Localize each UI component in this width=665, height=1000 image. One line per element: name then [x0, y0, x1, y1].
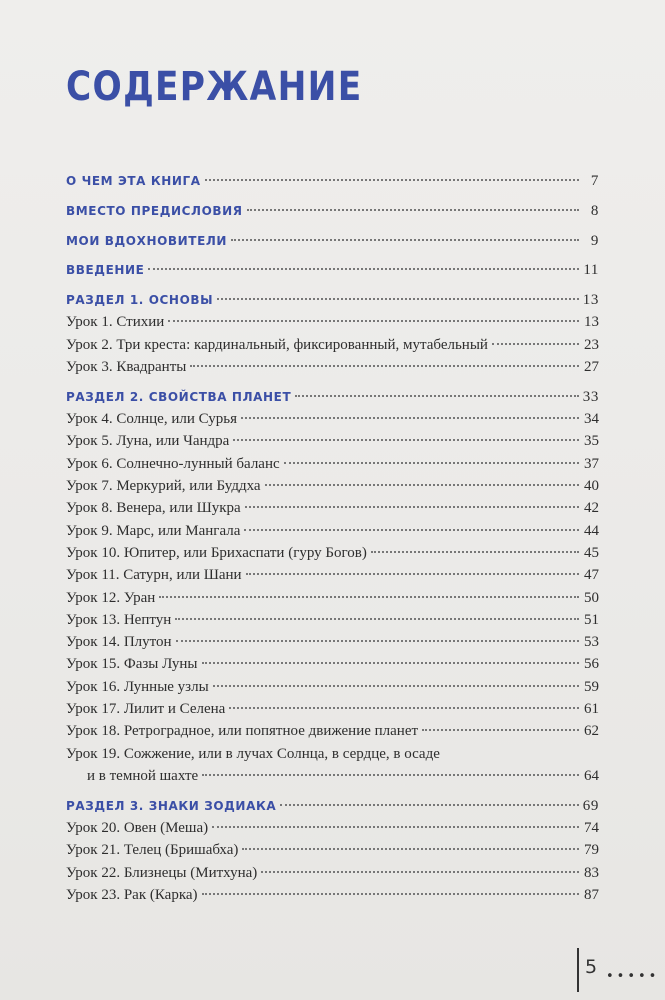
toc-entry-title: Урок 2. Три креста: кардинальный, фиксированный, мутабельный	[66, 336, 488, 353]
dot-leader	[168, 320, 579, 322]
toc-page-number: 53	[584, 634, 599, 651]
toc-lesson-entry	[66, 430, 599, 452]
page-title: СОДЕРЖАНИЕ	[66, 64, 363, 110]
toc-entry-title: Урок 3. Квадранты	[66, 359, 187, 376]
toc-lesson-entry	[66, 862, 599, 884]
dot-leader	[202, 662, 579, 664]
toc-page-number: 74	[584, 820, 599, 837]
dot-leader	[190, 365, 579, 367]
toc-page-number: 44	[584, 522, 599, 539]
dot-leader	[241, 417, 579, 419]
dot-leader	[233, 439, 579, 441]
toc-entry-title: Урок 16. Лунные узлы	[66, 678, 209, 695]
toc-page-number: 37	[584, 455, 599, 472]
toc-section-entry	[66, 386, 599, 408]
toc-page-number: 33	[582, 388, 599, 405]
toc-section-entry	[66, 289, 599, 311]
toc-page-number: 56	[584, 656, 599, 673]
dot-leader	[205, 179, 579, 181]
dot-leader	[159, 596, 579, 598]
toc-page-number: 61	[584, 701, 599, 718]
toc-entry-title: МОИ ВДОХНОВИТЕЛИ	[66, 233, 228, 248]
toc-lesson-entry	[66, 408, 599, 430]
toc-entry-title: РАЗДЕЛ 1. ОСНОВЫ	[66, 293, 214, 308]
dot-leader	[213, 685, 579, 687]
dot-leader	[265, 484, 579, 486]
toc-entry-title: ВВЕДЕНИЕ	[66, 263, 145, 278]
toc-page-number: 7	[590, 173, 599, 189]
toc-lesson-entry	[66, 720, 599, 742]
dot-leader	[212, 826, 579, 828]
toc-page-number: 23	[584, 336, 599, 353]
dot-leader	[284, 462, 579, 464]
toc-entry-title: РАЗДЕЛ 2. СВОЙСТВА ПЛАНЕТ	[66, 389, 292, 404]
toc-entry-title: Урок 22. Близнецы (Митхуна)	[66, 864, 258, 881]
toc-section-entry	[66, 170, 599, 192]
toc-section-entry	[66, 200, 599, 222]
toc-page-number: 87	[584, 886, 599, 903]
toc-lesson-entry	[66, 698, 599, 720]
toc-entry-title: Урок 19. Сожжение, или в лучах Солнца, в сердце, в осаде	[66, 745, 440, 762]
toc-entry-title: Урок 9. Марс, или Мангала	[66, 522, 241, 539]
toc-entry-title: Урок 10. Юпитер, или Брихаспати (гуру Богов)	[66, 544, 367, 561]
toc-entry-title: Урок 23. Рак (Карка)	[66, 886, 198, 903]
toc-page-number: 50	[584, 589, 599, 606]
toc-page-number: 64	[584, 767, 599, 784]
dot-leader	[492, 343, 579, 345]
toc-page-number: 69	[582, 797, 599, 814]
toc-page-number: 62	[584, 723, 599, 740]
folio-rule	[577, 948, 579, 992]
toc-lesson-entry	[66, 453, 599, 475]
toc-entry-title: Урок 1. Стихии	[66, 314, 165, 331]
dot-leader	[176, 640, 579, 642]
dot-leader	[261, 871, 579, 873]
toc-lesson-entry	[66, 475, 599, 497]
dot-leader	[244, 529, 579, 531]
toc-entry-title: Урок 14. Плутон	[66, 634, 172, 651]
toc-entry-title: Урок 13. Нептун	[66, 611, 172, 628]
toc-page-number: 35	[584, 433, 599, 450]
toc-page-number: 11	[583, 262, 599, 279]
toc-page-number: 13	[582, 292, 599, 309]
toc-page-number: 40	[584, 478, 599, 495]
dot-leader	[148, 268, 579, 270]
toc-entry-title: Урок 17. Лилит и Селена	[66, 701, 226, 718]
toc-lesson-entry	[66, 587, 599, 609]
toc-entry-title: ВМЕСТО ПРЕДИСЛОВИЯ	[66, 203, 243, 218]
toc-lesson-entry	[66, 311, 599, 333]
dot-leader	[217, 298, 579, 300]
dot-leader	[242, 848, 579, 850]
dot-leader	[422, 729, 579, 731]
toc-page-number: 34	[584, 411, 599, 428]
toc-entry-title: Урок 21. Телец (Бришабха)	[66, 842, 239, 859]
page-number: 5	[585, 956, 598, 978]
toc-section-entry	[66, 230, 599, 252]
toc-lesson-entry	[66, 884, 599, 906]
toc-entry-title: Урок 7. Меркурий, или Буддха	[66, 478, 261, 495]
toc-lesson-entry	[66, 542, 599, 564]
toc-lesson-entry	[66, 653, 599, 675]
dot-leader	[229, 707, 579, 709]
toc-lesson-entry	[66, 817, 599, 839]
toc-page-number: 45	[584, 544, 599, 561]
toc-page-number: 79	[584, 842, 599, 859]
toc-entry-title: Урок 4. Солнце, или Сурья	[66, 411, 238, 428]
toc-entry-title: Урок 5. Луна, или Чандра	[66, 433, 230, 450]
toc-entry-title: Урок 18. Ретроградное, или попятное движение планет	[66, 723, 419, 740]
toc-lesson-entry	[66, 839, 599, 861]
toc-page-number: 9	[590, 232, 599, 249]
dot-leader	[371, 551, 579, 553]
toc-entry-title: Урок 20. Овен (Меша)	[66, 820, 209, 837]
dot-leader	[175, 618, 579, 620]
dot-leader	[295, 395, 579, 397]
toc-lesson-entry	[66, 564, 599, 586]
toc-lesson-entry	[66, 520, 599, 542]
toc-page-number: 42	[584, 500, 599, 517]
dot-leader	[231, 239, 579, 241]
dot-leader	[246, 573, 579, 575]
toc-lesson-entry	[66, 356, 599, 378]
toc-page-number: 59	[584, 678, 599, 695]
toc-lesson-entry	[66, 743, 599, 765]
dot-leader	[280, 804, 579, 806]
toc-entry-title: РАЗДЕЛ 3. ЗНАКИ ЗОДИАКА	[66, 798, 277, 813]
toc-section-entry	[66, 259, 599, 281]
toc-lesson-entry-continued	[66, 765, 599, 787]
toc-section-entry	[66, 795, 599, 817]
toc-page-number: 13	[584, 314, 599, 331]
toc-entry-title-continued: и в темной шахте	[87, 767, 199, 784]
toc-page-number: 47	[584, 567, 599, 584]
toc-entry-title: Урок 11. Сатурн, или Шани	[66, 567, 242, 584]
toc-lesson-entry	[66, 609, 599, 631]
toc-page-number: 51	[584, 611, 599, 628]
toc-lesson-entry	[66, 676, 599, 698]
dot-leader	[245, 506, 579, 508]
dot-leader	[202, 774, 579, 776]
toc-entry-title: Урок 6. Солнечно-лунный баланс	[66, 455, 280, 472]
table-of-contents	[66, 170, 599, 906]
toc-lesson-entry	[66, 631, 599, 653]
toc-entry-title: Урок 15. Фазы Луны	[66, 656, 198, 673]
folio-dots-ornament: •••••	[606, 969, 660, 984]
toc-page-number: 27	[584, 359, 599, 376]
toc-entry-title: Урок 8. Венера, или Шукра	[66, 500, 241, 517]
dot-leader	[247, 209, 579, 211]
toc-lesson-entry	[66, 334, 599, 356]
toc-page-number: 8	[590, 202, 599, 219]
toc-lesson-entry	[66, 497, 599, 519]
dot-leader	[202, 893, 579, 895]
toc-entry-title: Урок 12. Уран	[66, 589, 156, 606]
toc-page-number: 83	[584, 864, 599, 881]
toc-entry-title: О ЧЕМ ЭТА КНИГА	[66, 174, 201, 188]
